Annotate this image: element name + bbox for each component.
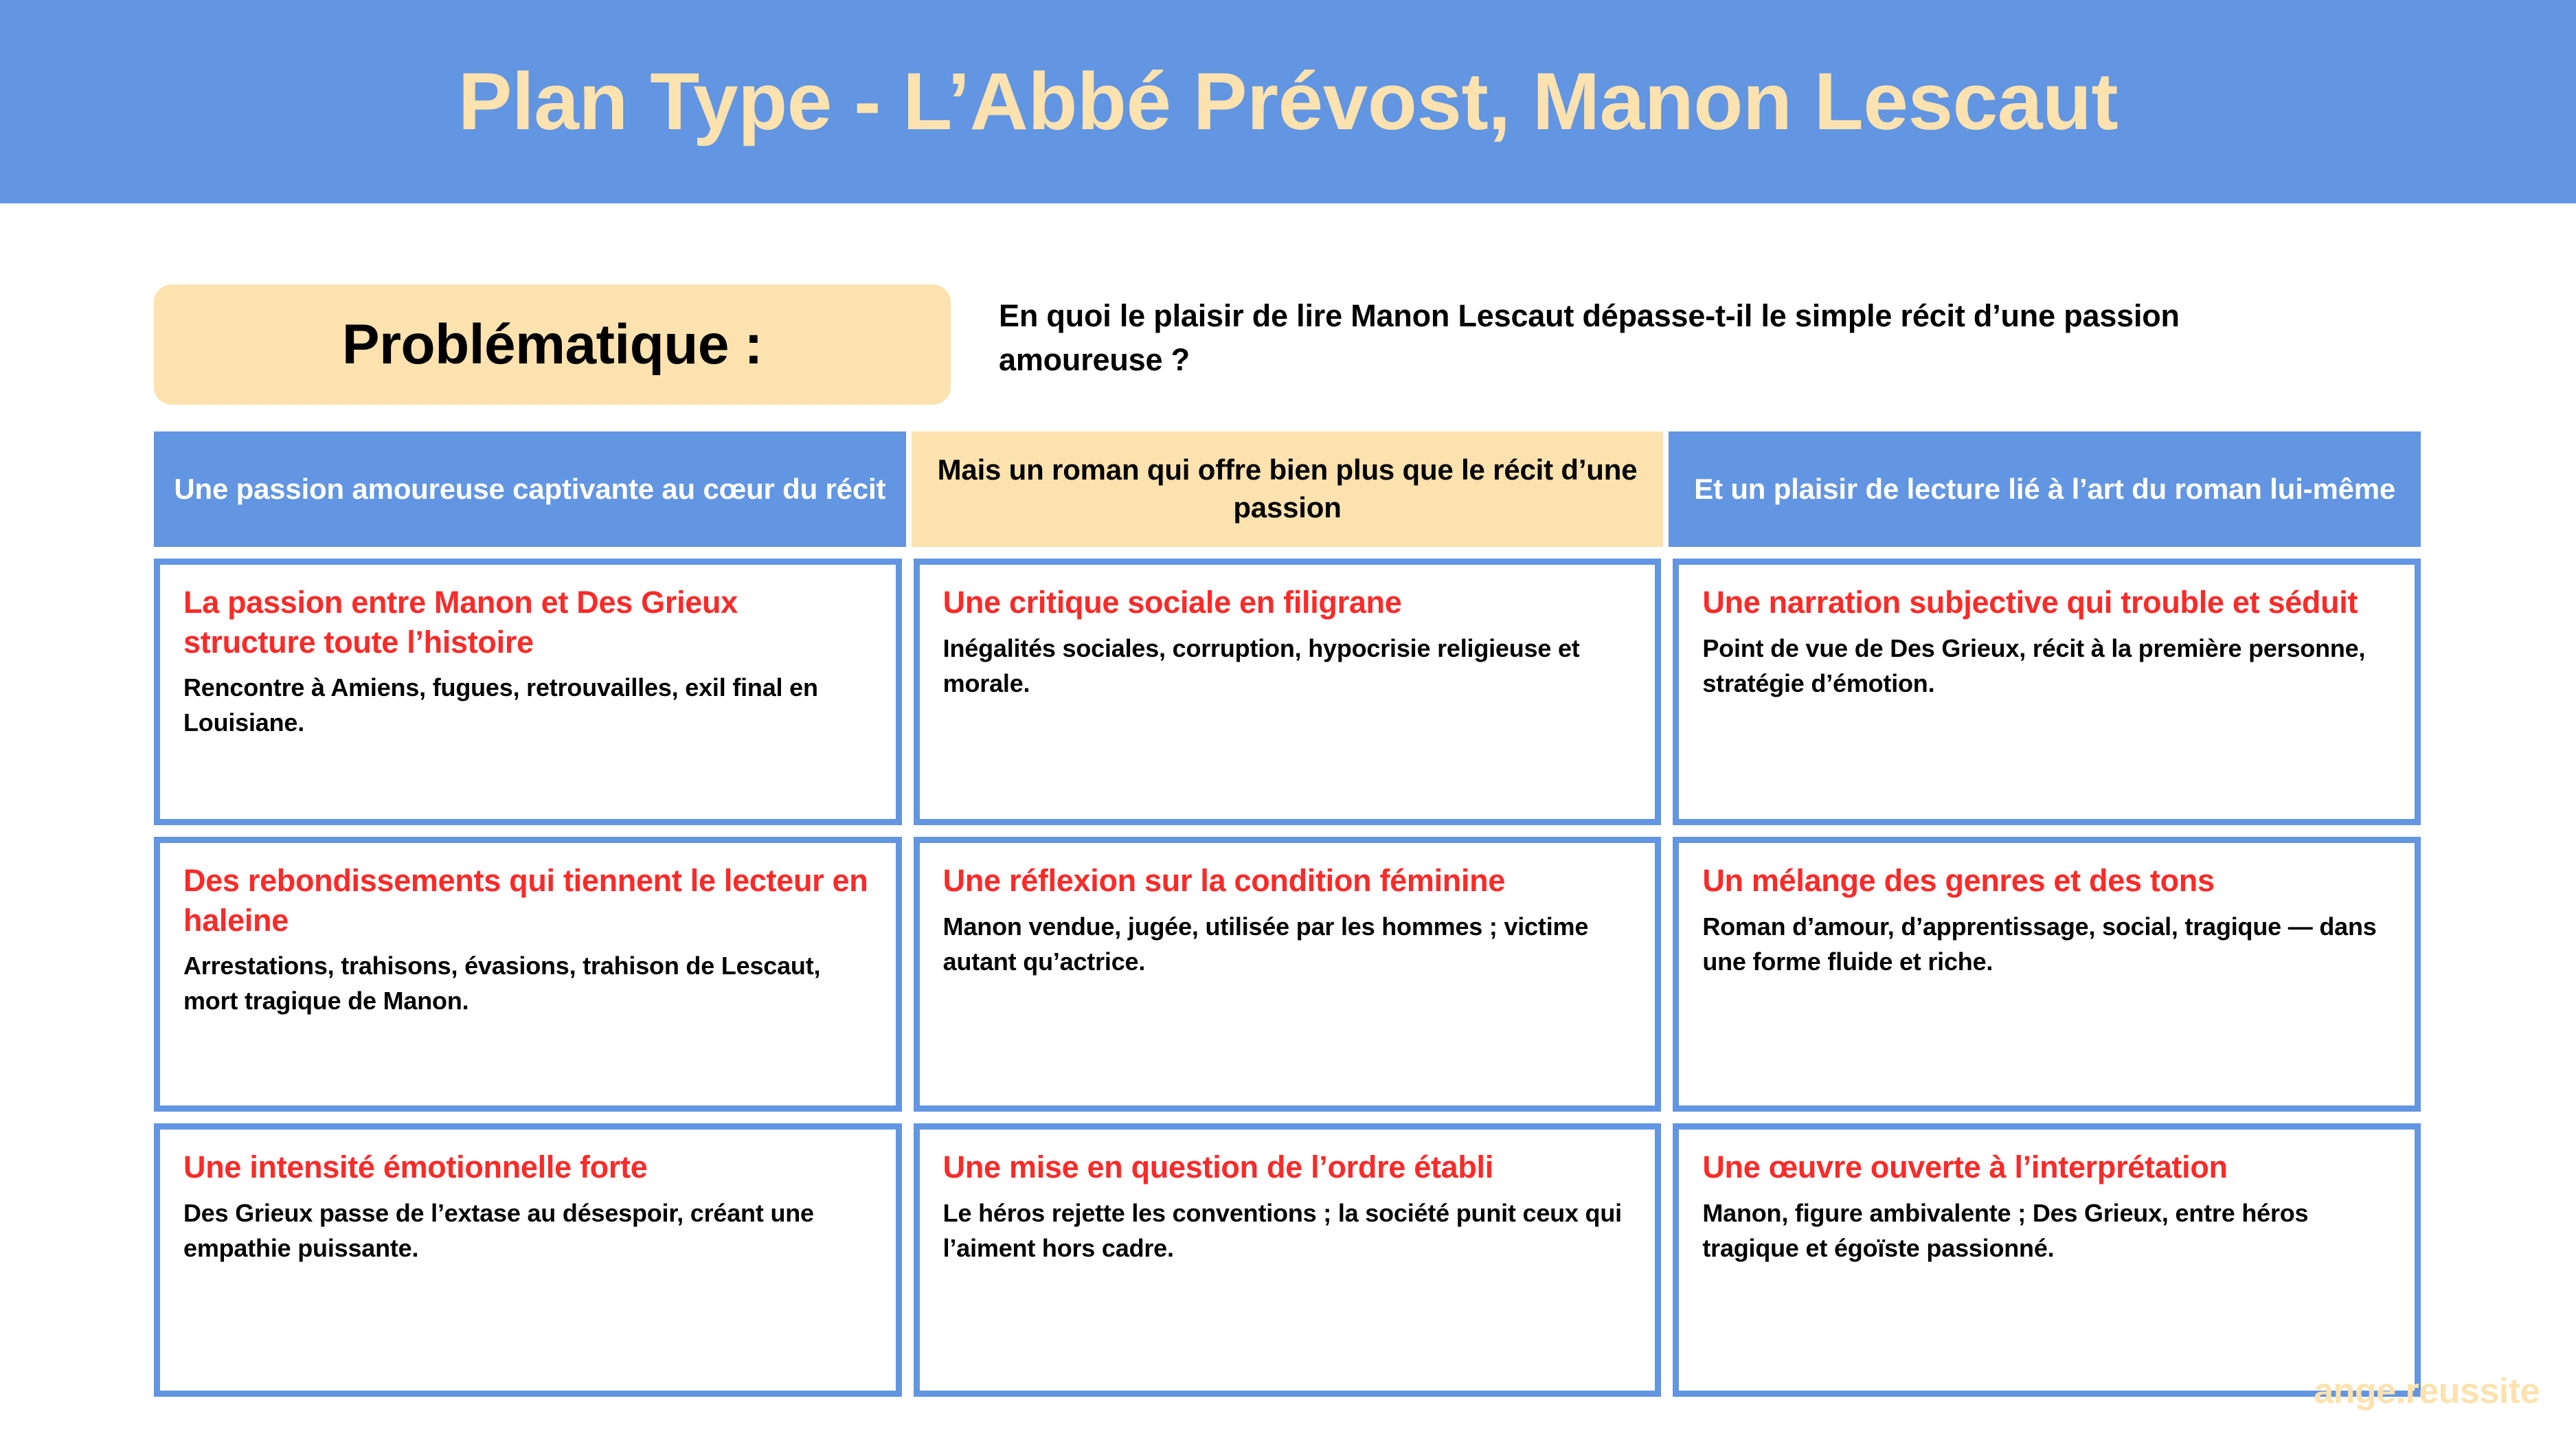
cell-text: Point de vue de Des Grieux, récit à la première personne, stratégie d’émotion. <box>1702 633 2366 697</box>
cell-title: Une œuvre ouverte à l’interprétation <box>1702 1149 2228 1184</box>
table-cell <box>1673 1123 2421 1397</box>
table-row <box>154 1123 2421 1397</box>
table-cell <box>914 837 1662 1112</box>
cell-title: Une critique sociale en filigrane <box>942 585 1402 620</box>
cell-title: Une mise en question de l’ordre établi <box>942 1149 1493 1184</box>
cell-title: Des rebondissements qui tiennent le lecteur en haleine <box>183 863 868 938</box>
problematique-badge-label: Problématique : <box>341 313 763 376</box>
table-cell <box>914 559 1662 825</box>
table-cell <box>154 837 902 1112</box>
cell-text: Inégalités sociales, corruption, hypocrisie religieuse et morale. <box>942 633 1580 697</box>
table-cell <box>154 559 902 825</box>
cell-text: Arrestations, trahisons, évasions, trahison de Lescaut, mort tragique de Manon. <box>183 952 821 1015</box>
plan-table <box>154 431 2421 1397</box>
column-header-3: Et un plaisir de lecture lié à l’art du roman lui-même <box>1669 431 2421 547</box>
cell-title: Une intensité émotionnelle forte <box>183 1149 648 1184</box>
table-header-row <box>154 431 2421 547</box>
problematique-badge <box>154 284 951 405</box>
column-header-1: Une passion amoureuse captivante au cœur du récit <box>154 431 906 547</box>
header-banner <box>0 0 2576 203</box>
table-cell <box>914 1123 1662 1397</box>
footer-watermark: ange.reussite <box>2314 1371 2540 1411</box>
cell-text: Des Grieux passe de l’extase au désespoir, créant une empathie puissante. <box>183 1198 814 1262</box>
cell-title: Un mélange des genres et des tons <box>1702 863 2215 898</box>
cell-title: La passion entre Manon et Des Grieux structure toute l’histoire <box>183 585 738 660</box>
column-header-2: Mais un roman qui offre bien plus que le récit d’une passion <box>912 431 1664 547</box>
table-cell <box>154 1123 902 1397</box>
cell-text: Le héros rejette les conventions ; la société punit ceux qui l’aiment hors cadre. <box>942 1198 1622 1262</box>
cell-title: Une réflexion sur la condition féminine <box>942 863 1506 898</box>
cell-text: Rencontre à Amiens, fugues, retrouvailles, exil final en Louisiane. <box>183 673 818 737</box>
cell-text: Manon vendue, jugée, utilisée par les hommes ; victime autant qu’actrice. <box>942 912 1589 976</box>
page-title: Plan Type - L’Abbé Prévost, Manon Lescaut <box>457 56 2119 147</box>
table-row <box>154 837 2421 1112</box>
cell-text: Roman d’amour, d’apprentissage, social, tragique — dans une forme fluide et riche. <box>1702 912 2377 976</box>
table-cell <box>1673 559 2421 825</box>
cell-title: Une narration subjective qui trouble et séduit <box>1702 585 2358 620</box>
table-row <box>154 559 2421 825</box>
table-body <box>154 559 2421 1397</box>
cell-text: Manon, figure ambivalente ; Des Grieux, entre héros tragique et égoïste passionné. <box>1702 1198 2309 1262</box>
problematique-question: En quoi le plaisir de lire Manon Lescaut dépasse-t-il le simple récit d’une passion amoureuse ? <box>999 298 2180 377</box>
table-cell <box>1673 837 2421 1112</box>
problematique-section <box>154 284 2421 408</box>
